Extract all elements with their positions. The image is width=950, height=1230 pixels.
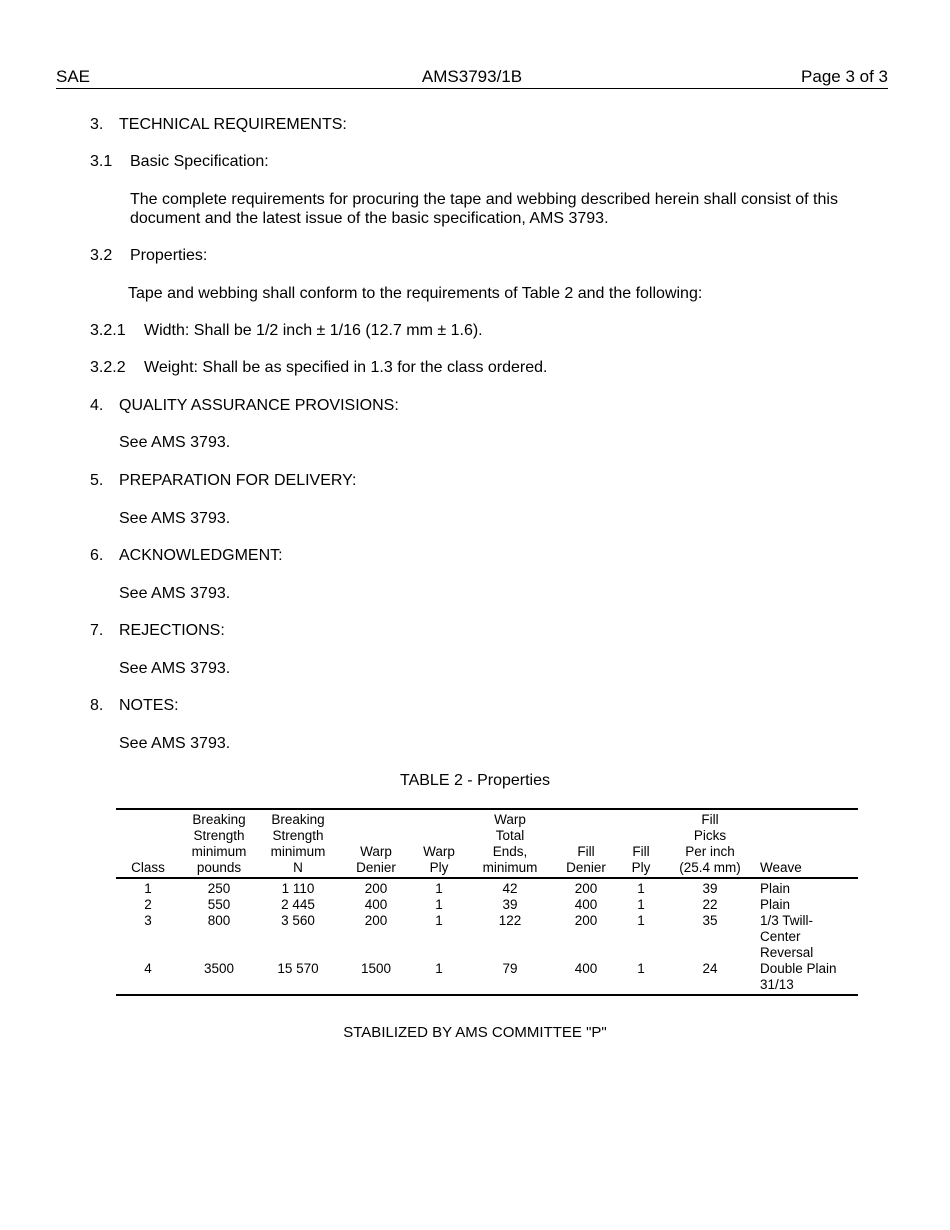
table-title: TABLE 2 - Properties [400, 772, 550, 789]
header-line: Per inch [685, 844, 735, 859]
cell-fill-ply: 1 [637, 913, 645, 928]
section-3-heading [90, 115, 347, 134]
header-doc-number: AMS3793/1B [421, 67, 523, 86]
cell-class: 4 [144, 961, 152, 976]
section-text: Width: Shall be 1/2 inch ± 1/16 (12.7 mm ± 1.6). [144, 322, 483, 339]
section-4-body: See AMS 3793. [119, 434, 231, 451]
section-title: REJECTIONS: [119, 622, 225, 639]
section-number: 3.2.2 [90, 359, 126, 376]
weave-line: Plain [760, 897, 791, 912]
cell-warp-ends: 42 [502, 881, 518, 896]
header-line: Breaking [192, 812, 246, 827]
section-title: PREPARATION FOR DELIVERY: [119, 472, 357, 489]
header-warp-ply [414, 809, 464, 878]
cell-fill-denier: 200 [574, 881, 598, 896]
header-line: Fill [577, 844, 595, 859]
header-line: pounds [196, 860, 242, 875]
table-row [116, 878, 858, 897]
weave-line: Reversal [760, 945, 814, 960]
section-number: 4. [90, 397, 104, 414]
header-line: Denier [356, 860, 396, 875]
header-line: minimum [270, 844, 326, 859]
section-number: 7. [90, 622, 104, 639]
weave-line: 1/3 Twill- [760, 913, 814, 928]
section-number: 3. [90, 116, 104, 133]
cell-warp-ends: 79 [502, 961, 518, 976]
header-line: Total [495, 828, 525, 843]
header-line: N [293, 860, 303, 875]
cell-class: 3 [144, 913, 152, 928]
section-title: Properties: [130, 247, 208, 264]
cell-warp-denier: 400 [364, 897, 388, 912]
header-line: Strength [272, 828, 324, 843]
table-row [116, 961, 858, 995]
section-number: 5. [90, 472, 104, 489]
header-line: (25.4 mm) [679, 860, 741, 875]
header-weave [754, 809, 858, 878]
cell-fill-picks: 22 [702, 897, 718, 912]
properties-table [116, 808, 858, 996]
cell-fill-picks: 35 [702, 913, 718, 928]
header-line: Ends, [492, 844, 528, 859]
cell-breaking-n: 2 445 [281, 897, 315, 912]
header-line: Fill [632, 844, 650, 859]
header-line: Breaking [271, 812, 325, 827]
cell-class: 2 [144, 897, 152, 912]
cell-fill-denier: 400 [574, 961, 598, 976]
section-title: ACKNOWLEDGMENT: [119, 547, 283, 564]
cell-fill-ply: 1 [637, 961, 645, 976]
section-number: 8. [90, 697, 104, 714]
section-7-body: See AMS 3793. [119, 660, 231, 677]
header-page-number: Page 3 of 3 [801, 67, 888, 86]
weave-line: Plain [760, 881, 791, 896]
cell-warp-denier: 1500 [360, 961, 392, 976]
header-line: Ply [429, 860, 449, 875]
weave-line: Center [760, 929, 801, 944]
section-number: 3.2 [90, 247, 113, 264]
table-row [116, 913, 858, 961]
header-line: Warp [360, 844, 392, 859]
section-6-body: See AMS 3793. [119, 585, 231, 602]
header-org: SAE [56, 67, 91, 86]
section-title: NOTES: [119, 697, 179, 714]
cell-class: 1 [144, 881, 152, 896]
section-8-heading [90, 696, 179, 715]
header-line: Picks [693, 828, 727, 843]
header-line: Denier [566, 860, 606, 875]
cell-fill-picks: 39 [702, 881, 718, 896]
cell-warp-ply: 1 [435, 897, 443, 912]
cell-weave [754, 913, 858, 961]
cell-weave [754, 878, 858, 897]
cell-warp-ends: 39 [502, 897, 518, 912]
header-warp-total-ends [464, 809, 556, 878]
header-line: Warp [494, 812, 526, 827]
section-8-body: See AMS 3793. [119, 735, 231, 752]
cell-breaking-lb: 550 [207, 897, 231, 912]
section-3-2-body: Tape and webbing shall conform to the requirements of Table 2 and the following: [128, 285, 703, 302]
section-7-heading [90, 621, 225, 640]
header-line: minimum [191, 844, 247, 859]
header-line: Warp [423, 844, 455, 859]
header-line: Fill [701, 812, 719, 827]
section-3-1-heading [90, 152, 269, 171]
section-title: QUALITY ASSURANCE PROVISIONS: [119, 397, 399, 414]
cell-fill-ply: 1 [637, 881, 645, 896]
table-row [116, 897, 858, 913]
section-5-heading [90, 471, 357, 490]
header-line: Class [131, 860, 165, 875]
weave-line: Double Plain [760, 961, 837, 976]
cell-warp-denier: 200 [364, 913, 388, 928]
cell-breaking-n: 3 560 [281, 913, 315, 928]
cell-warp-ply: 1 [435, 961, 443, 976]
header-warp-denier [338, 809, 414, 878]
cell-fill-ply: 1 [637, 897, 645, 912]
cell-warp-ply: 1 [435, 913, 443, 928]
cell-weave [754, 897, 858, 913]
section-4-heading [90, 396, 399, 415]
section-number: 6. [90, 547, 104, 564]
header-line: Weave [760, 860, 802, 875]
cell-breaking-n: 1 110 [281, 881, 315, 896]
cell-breaking-lb: 250 [207, 881, 231, 896]
header-fill-picks [666, 809, 754, 878]
cell-warp-ends: 122 [498, 913, 522, 928]
cell-breaking-lb: 3500 [203, 961, 235, 976]
header-fill-denier [556, 809, 616, 878]
weave-line: 31/13 [760, 977, 794, 992]
section-5-body: See AMS 3793. [119, 510, 231, 527]
table-header-row [116, 809, 858, 878]
section-text: Weight: Shall be as specified in 1.3 for the class ordered. [144, 359, 548, 376]
cell-fill-denier: 400 [574, 897, 598, 912]
section-title: Basic Specification: [130, 153, 269, 170]
cell-warp-denier: 200 [364, 881, 388, 896]
section-number: 3.1 [90, 153, 113, 170]
section-title: TECHNICAL REQUIREMENTS: [119, 116, 347, 133]
header-breaking-strength-pounds [180, 809, 258, 878]
header-class [116, 809, 180, 878]
header-breaking-strength-n [258, 809, 338, 878]
header-fill-ply [616, 809, 666, 878]
stabilized-note: STABILIZED BY AMS COMMITTEE "P" [343, 1024, 607, 1041]
cell-weave [754, 961, 858, 995]
cell-breaking-n: 15 570 [277, 961, 319, 976]
page-header [56, 67, 888, 89]
section-3-1-body: The complete requirements for procuring the tape and webbing described herein shall consist of this document and the latest issue of the basic specification, AMS 3793. [130, 191, 838, 227]
header-line: Strength [193, 828, 245, 843]
section-3-2-1 [90, 321, 483, 340]
section-number: 3.2.1 [90, 322, 126, 339]
header-line: minimum [482, 860, 538, 875]
section-3-2-2 [90, 358, 548, 377]
cell-fill-denier: 200 [574, 913, 598, 928]
section-6-heading [90, 546, 283, 565]
header-line: Ply [631, 860, 651, 875]
cell-warp-ply: 1 [435, 881, 443, 896]
cell-breaking-lb: 800 [207, 913, 231, 928]
cell-fill-picks: 24 [702, 961, 718, 976]
section-3-2-heading [90, 246, 208, 265]
